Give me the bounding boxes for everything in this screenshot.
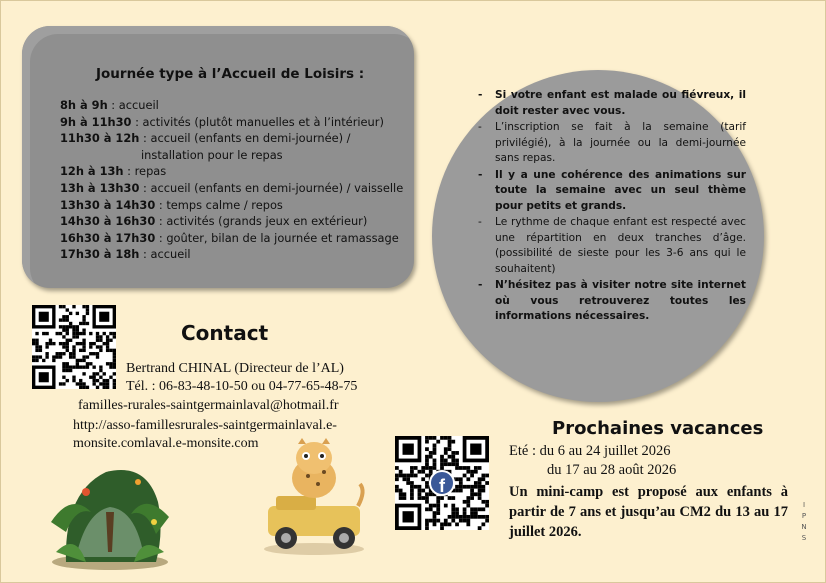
schedule-activity: : temps calme / repos [155,197,283,212]
schedule-time: 17h30 à 18h [60,247,140,262]
schedule-activity: : accueil (enfants en demi-journée) / vaisselle [139,180,404,195]
schedule-activity: : goûter, bilan de la journée et ramassage [155,230,399,245]
schedule-time: 14h30 à 16h30 [60,214,156,229]
tip-item: - Si votre enfant est malade ou fiévreux, il doit rester avec vous. [478,88,746,119]
contact-name: Bertrand CHINAL (Directeur de l’AL) [126,361,344,376]
ipns-mark: I P N S [801,501,807,542]
schedule-row [60,213,405,230]
schedule-activity: : activités (plutôt manuelles et à l’intérieur) [131,114,384,129]
facebook-icon: f [429,470,455,496]
schedule-time: 13h à 13h30 [60,180,140,195]
contact-phone[interactable]: Tél. : 06-83-48-10-50 ou 04-77-65-48-75 [126,379,358,394]
tip-item: - L’inscription se fait à la semaine (tarif privilégié), à la journée ou la demi-journée sans repas. [478,120,746,167]
schedule-activity: : accueil (enfants en demi-journée) / [139,131,351,146]
tips-list [478,88,746,326]
schedule-activity: : accueil [107,98,159,112]
tip-item: - Il y a une cohérence des animations sur toute la semaine avec un seul thème pour petits et grands. [478,168,746,215]
schedule-time: 11h30 à 12h [60,131,140,146]
schedule-row [60,246,405,263]
schedule-row [60,230,405,247]
contact-title: Contact [181,321,269,345]
schedule-activity-extra: installation pour le repas [141,147,283,162]
vacances-title: Prochaines vacances [552,418,764,439]
schedule-time: 12h à 13h [60,164,124,179]
schedule-row [60,163,405,180]
schedule-title: Journée type à l’Accueil de Loisirs : [96,66,365,82]
contact-email[interactable]: familles-rurales-saintgermainlaval@hotmail.fr [78,398,339,413]
cheetah-jeep-illustration [258,436,370,556]
schedule-activity: : repas [123,164,167,179]
schedule-row [60,97,405,114]
schedule-list [60,97,405,263]
schedule-time: 13h30 à 14h30 [60,197,156,212]
facebook-qr-code[interactable] [395,436,489,530]
contact-website-link[interactable]: http://asso-famillesrurales-saintgermainlaval.e-monsite.comlaval.e-monsite.com [73,418,337,451]
vacances-dates-1: Eté : du 6 au 24 juillet 2026 [509,443,671,459]
mini-camp-text: Un mini-camp est proposé aux enfants à partir de 7 ans et jusqu’au CM2 du 13 au 17 juillet 2026. [509,484,788,540]
schedule-activity: : activités (grands jeux en extérieur) [155,214,368,229]
website-qr-code[interactable] [32,305,116,389]
schedule-row [60,114,405,131]
schedule-time: 16h30 à 17h30 [60,230,156,245]
schedule-row [60,180,405,197]
schedule-time: 8h à 9h [60,98,108,112]
schedule-activity: : accueil [139,247,191,262]
tip-item: - N’hésitez pas à visiter notre site internet où vous retrouverez toutes les informations nécessaires. [478,278,746,325]
schedule-row [60,130,405,163]
jungle-illustration [46,452,174,572]
schedule-row [60,197,405,214]
tip-item: - Le rythme de chaque enfant est respecté avec une répartition en deux tranches d’âge. (possibilité de sieste pour les 3-6 ans qui le souhaitent) [478,215,746,277]
vacances-dates-2: du 17 au 28 août 2026 [547,462,677,478]
schedule-time: 9h à 11h30 [60,114,132,129]
